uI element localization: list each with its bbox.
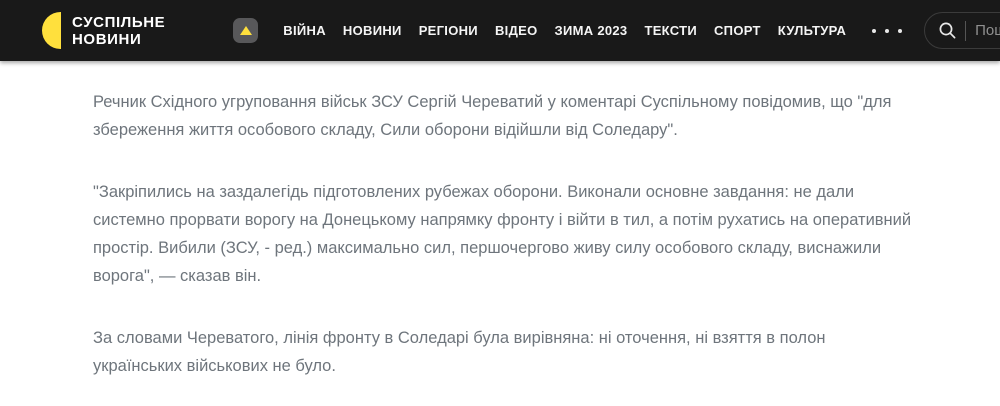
search-box[interactable]: [924, 12, 1000, 49]
search-icon: [938, 21, 957, 40]
more-menu-button[interactable]: [870, 23, 904, 39]
suspilne-logo[interactable]: [42, 12, 165, 49]
half-circle-logo-icon: [42, 12, 61, 49]
article-paragraph: "Закріпились на заздалегідь підготовлених рубежах оборони. Виконали основне завдання: не дали системно прорвати ворогу на Донецькому напрямку фронту і війти в тил, а потім рухатись на оперативний простір. Вибили (ЗСУ, - ред.) максимально сил, першочергово живу силу особового складу, виснажили ворога", — сказав він.: [93, 183, 912, 285]
logo-text: [72, 14, 165, 48]
nav-item-novyny[interactable]: НОВИНИ: [342, 23, 402, 38]
triangle-button[interactable]: [233, 18, 258, 43]
up-triangle-icon: [240, 26, 252, 35]
logo-line2: НОВИНИ: [72, 30, 142, 48]
dot-icon: [872, 29, 876, 33]
nav-item-zyma2023[interactable]: ЗИМА 2023: [554, 23, 628, 38]
nav-item-video[interactable]: ВІДЕО: [494, 23, 538, 38]
logo-line1: СУСПІЛЬНЕ: [72, 13, 166, 31]
site-header: [0, 0, 1000, 61]
search-input[interactable]: [975, 22, 1000, 39]
article-paragraph: Речник Східного угруповання військ ЗСУ Сергій Череватий у коментарі Суспільному повідомив, що "для збереження життя особового складу, Сили оборони відійшли від Соледару".: [93, 93, 892, 139]
dot-icon: [885, 29, 889, 33]
nav-item-viina[interactable]: ВІЙНА: [283, 23, 326, 38]
article-paragraph: За словами Череватого, лінія фронту в Соледарі була вирівняна: ні оточення, ні взяття в полон українських військових не було.: [93, 329, 826, 375]
nav-item-rehiony[interactable]: РЕГІОНИ: [418, 23, 478, 38]
nav-item-sport[interactable]: СПОРТ: [713, 23, 761, 38]
search-divider: [965, 21, 966, 41]
article-body: [93, 88, 913, 380]
main-nav: [283, 23, 846, 38]
dot-icon: [898, 29, 902, 33]
nav-item-teksty[interactable]: ТЕКСТИ: [644, 23, 697, 38]
nav-item-kultura[interactable]: КУЛЬТУРА: [777, 23, 847, 38]
